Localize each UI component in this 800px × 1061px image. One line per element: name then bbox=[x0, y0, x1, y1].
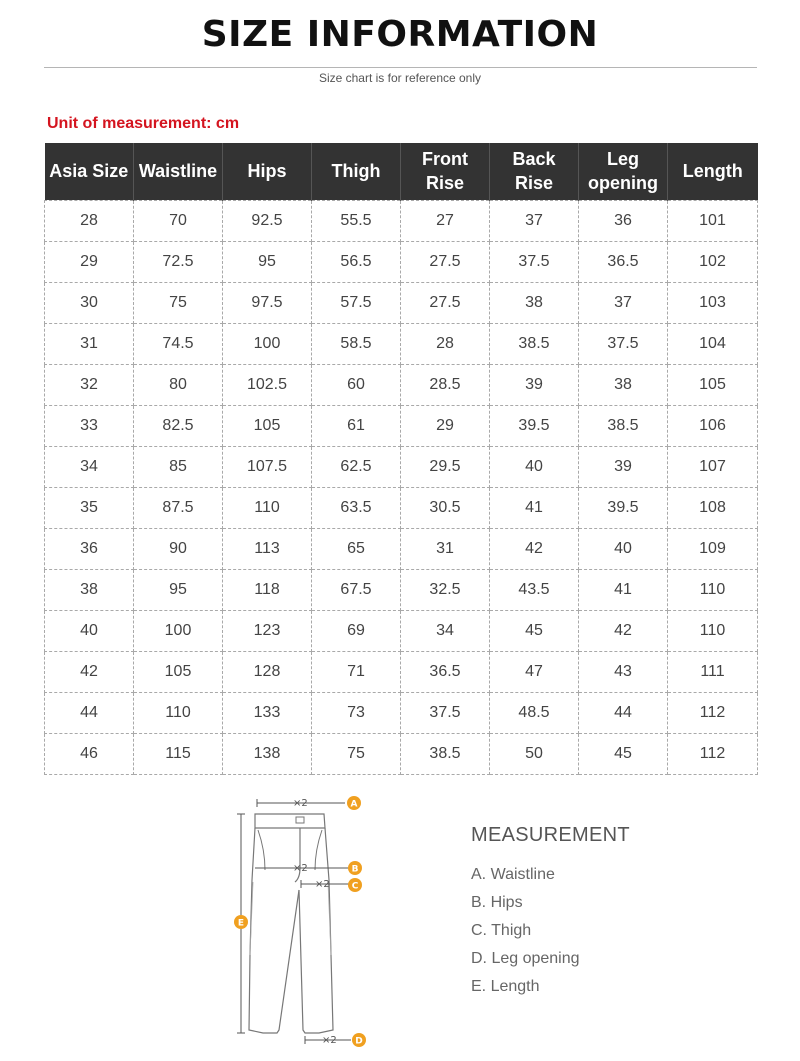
table-cell: 29 bbox=[401, 405, 490, 446]
multiplier-label: ×2 bbox=[293, 798, 308, 809]
marker-a bbox=[347, 796, 361, 810]
table-cell: 32.5 bbox=[401, 569, 490, 610]
table-cell: 47 bbox=[490, 651, 579, 692]
table-cell: 27.5 bbox=[401, 241, 490, 282]
table-row bbox=[45, 446, 758, 487]
column-header: Hips bbox=[223, 143, 312, 200]
table-cell: 32 bbox=[45, 364, 134, 405]
marker-c bbox=[348, 878, 362, 892]
table-cell: 60 bbox=[312, 364, 401, 405]
marker-d bbox=[352, 1033, 366, 1047]
table-cell: 31 bbox=[401, 528, 490, 569]
table-cell: 40 bbox=[579, 528, 668, 569]
table-cell: 105 bbox=[223, 405, 312, 446]
table-cell: 50 bbox=[490, 733, 579, 774]
table-cell: 97.5 bbox=[223, 282, 312, 323]
table-cell: 40 bbox=[490, 446, 579, 487]
column-header: Leg opening bbox=[579, 143, 668, 200]
page-subtitle: Size chart is for reference only bbox=[318, 71, 482, 85]
table-cell: 38.5 bbox=[401, 733, 490, 774]
table-cell: 113 bbox=[223, 528, 312, 569]
table-cell: 102.5 bbox=[223, 364, 312, 405]
table-cell: 35 bbox=[45, 487, 134, 528]
table-cell: 41 bbox=[579, 569, 668, 610]
table-row bbox=[45, 487, 758, 528]
table-cell: 44 bbox=[579, 692, 668, 733]
button-icon bbox=[296, 817, 304, 823]
table-cell: 70 bbox=[134, 200, 223, 241]
table-cell: 56.5 bbox=[312, 241, 401, 282]
table-cell: 38.5 bbox=[490, 323, 579, 364]
table-cell: 39.5 bbox=[579, 487, 668, 528]
table-cell: 61 bbox=[312, 405, 401, 446]
table-body bbox=[45, 200, 758, 774]
table-cell: 34 bbox=[401, 610, 490, 651]
table-cell: 110 bbox=[668, 569, 758, 610]
svg-text:D: D bbox=[355, 1036, 363, 1047]
table-cell: 41 bbox=[490, 487, 579, 528]
table-row bbox=[45, 364, 758, 405]
table-cell: 107 bbox=[668, 446, 758, 487]
table-cell: 133 bbox=[223, 692, 312, 733]
table-row bbox=[45, 323, 758, 364]
table-cell: 31 bbox=[45, 323, 134, 364]
table-cell: 87.5 bbox=[134, 487, 223, 528]
table-cell: 92.5 bbox=[223, 200, 312, 241]
table-row bbox=[45, 610, 758, 651]
table-cell: 42 bbox=[45, 651, 134, 692]
table-cell: 95 bbox=[134, 569, 223, 610]
svg-text:A: A bbox=[350, 799, 358, 810]
table-cell: 128 bbox=[223, 651, 312, 692]
table-cell: 102 bbox=[668, 241, 758, 282]
table-cell: 65 bbox=[312, 528, 401, 569]
table-cell: 37 bbox=[579, 282, 668, 323]
measurement-item: A. Waistline bbox=[471, 866, 555, 883]
column-header: Front Rise bbox=[401, 143, 490, 200]
table-cell: 112 bbox=[668, 692, 758, 733]
table-cell: 85 bbox=[134, 446, 223, 487]
pants-diagram bbox=[225, 790, 385, 1055]
table-cell: 28 bbox=[45, 200, 134, 241]
table-cell: 37.5 bbox=[401, 692, 490, 733]
table-cell: 43.5 bbox=[490, 569, 579, 610]
table-cell: 123 bbox=[223, 610, 312, 651]
table-cell: 28 bbox=[401, 323, 490, 364]
multiplier-label: ×2 bbox=[315, 879, 330, 890]
svg-text:C: C bbox=[351, 881, 359, 892]
table-cell: 33 bbox=[45, 405, 134, 446]
table-cell: 100 bbox=[134, 610, 223, 651]
svg-text:E: E bbox=[237, 918, 245, 929]
table-cell: 44 bbox=[45, 692, 134, 733]
table-cell: 37.5 bbox=[579, 323, 668, 364]
marker-e bbox=[234, 915, 248, 929]
table-cell: 30.5 bbox=[401, 487, 490, 528]
table-cell: 58.5 bbox=[312, 323, 401, 364]
table-cell: 43 bbox=[579, 651, 668, 692]
table-row bbox=[45, 733, 758, 774]
column-header: Length bbox=[668, 143, 758, 200]
table-cell: 28.5 bbox=[401, 364, 490, 405]
table-cell: 80 bbox=[134, 364, 223, 405]
table-cell: 29.5 bbox=[401, 446, 490, 487]
table-cell: 105 bbox=[134, 651, 223, 692]
table-cell: 30 bbox=[45, 282, 134, 323]
table-cell: 42 bbox=[579, 610, 668, 651]
measurement-item: B. Hips bbox=[471, 894, 523, 911]
table-cell: 105 bbox=[668, 364, 758, 405]
table-cell: 45 bbox=[490, 610, 579, 651]
table-cell: 100 bbox=[223, 323, 312, 364]
table-cell: 67.5 bbox=[312, 569, 401, 610]
table-cell: 34 bbox=[45, 446, 134, 487]
table-cell: 37.5 bbox=[490, 241, 579, 282]
table-cell: 39 bbox=[490, 364, 579, 405]
table-cell: 48.5 bbox=[490, 692, 579, 733]
table-cell: 82.5 bbox=[134, 405, 223, 446]
table-cell: 101 bbox=[668, 200, 758, 241]
column-header: Thigh bbox=[312, 143, 401, 200]
table-cell: 106 bbox=[668, 405, 758, 446]
table-cell: 75 bbox=[312, 733, 401, 774]
table-cell: 46 bbox=[45, 733, 134, 774]
multiplier-label: ×2 bbox=[293, 863, 308, 874]
table-cell: 108 bbox=[668, 487, 758, 528]
table-cell: 37 bbox=[490, 200, 579, 241]
marker-b bbox=[348, 861, 362, 875]
page-title: SIZE INFORMATION bbox=[201, 14, 599, 55]
table-cell: 95 bbox=[223, 241, 312, 282]
table-cell: 39.5 bbox=[490, 405, 579, 446]
table-cell: 110 bbox=[134, 692, 223, 733]
table-cell: 74.5 bbox=[134, 323, 223, 364]
table-cell: 40 bbox=[45, 610, 134, 651]
measurement-title: MEASUREMENT bbox=[471, 824, 630, 846]
table-cell: 42 bbox=[490, 528, 579, 569]
table-cell: 90 bbox=[134, 528, 223, 569]
table-cell: 115 bbox=[134, 733, 223, 774]
unit-note: Unit of measurement: cm bbox=[47, 115, 240, 132]
table-cell: 36 bbox=[45, 528, 134, 569]
table-cell: 36 bbox=[579, 200, 668, 241]
table-cell: 109 bbox=[668, 528, 758, 569]
table-row bbox=[45, 651, 758, 692]
table-cell: 111 bbox=[668, 651, 758, 692]
table-cell: 27 bbox=[401, 200, 490, 241]
table-row bbox=[45, 200, 758, 241]
table-row bbox=[45, 405, 758, 446]
table-cell: 55.5 bbox=[312, 200, 401, 241]
table-cell: 118 bbox=[223, 569, 312, 610]
table-row bbox=[45, 241, 758, 282]
table-cell: 38 bbox=[45, 569, 134, 610]
table-cell: 39 bbox=[579, 446, 668, 487]
table-cell: 27.5 bbox=[401, 282, 490, 323]
table-cell: 112 bbox=[668, 733, 758, 774]
table-cell: 103 bbox=[668, 282, 758, 323]
pants-outline bbox=[249, 814, 333, 1033]
column-header: Back Rise bbox=[490, 143, 579, 200]
multiplier-label: ×2 bbox=[322, 1035, 337, 1046]
table-cell: 63.5 bbox=[312, 487, 401, 528]
table-cell: 36.5 bbox=[401, 651, 490, 692]
measurement-item: D. Leg opening bbox=[471, 950, 580, 967]
table-cell: 75 bbox=[134, 282, 223, 323]
table-cell: 110 bbox=[223, 487, 312, 528]
table-cell: 36.5 bbox=[579, 241, 668, 282]
table-cell: 138 bbox=[223, 733, 312, 774]
column-header: Waistline bbox=[134, 143, 223, 200]
measurement-list bbox=[471, 864, 580, 1004]
table-cell: 38 bbox=[490, 282, 579, 323]
svg-text:B: B bbox=[351, 864, 359, 875]
table-cell: 29 bbox=[45, 241, 134, 282]
table-cell: 73 bbox=[312, 692, 401, 733]
table-cell: 107.5 bbox=[223, 446, 312, 487]
table-cell: 62.5 bbox=[312, 446, 401, 487]
measurement-item: C. Thigh bbox=[471, 922, 532, 939]
table-cell: 38 bbox=[579, 364, 668, 405]
table-cell: 72.5 bbox=[134, 241, 223, 282]
table-cell: 57.5 bbox=[312, 282, 401, 323]
measurement-item: E. Length bbox=[471, 978, 540, 995]
table-row bbox=[45, 528, 758, 569]
table-row bbox=[45, 282, 758, 323]
table-row bbox=[45, 569, 758, 610]
table-cell: 38.5 bbox=[579, 405, 668, 446]
table-cell: 71 bbox=[312, 651, 401, 692]
title-divider bbox=[44, 67, 757, 68]
size-table bbox=[44, 143, 758, 775]
table-cell: 104 bbox=[668, 323, 758, 364]
column-header: Asia Size bbox=[45, 143, 134, 200]
table-cell: 45 bbox=[579, 733, 668, 774]
table-row bbox=[45, 692, 758, 733]
table-header-row bbox=[45, 143, 758, 200]
table-cell: 69 bbox=[312, 610, 401, 651]
table-cell: 110 bbox=[668, 610, 758, 651]
